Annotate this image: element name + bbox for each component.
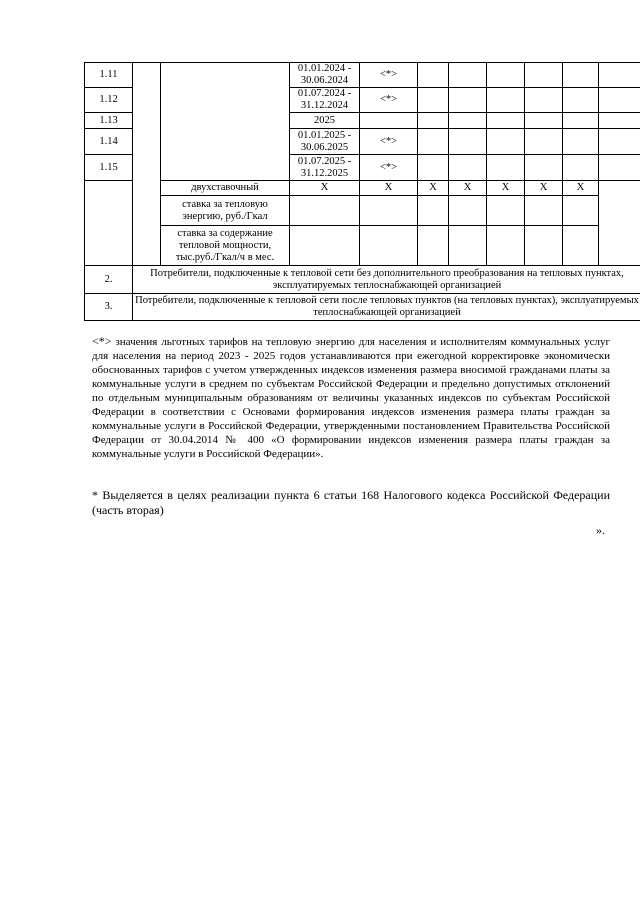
row-number: 1.12	[85, 88, 133, 113]
row-number: 2.	[85, 266, 133, 294]
x-mark: X	[563, 181, 599, 196]
x-mark: X	[525, 181, 563, 196]
row-number: 1.11	[85, 63, 133, 88]
period-cell: 01.07.2024 - 31.12.2024	[290, 88, 360, 113]
energy-rate-label: ставка за тепловую энергию, руб./Гкал	[161, 196, 290, 226]
row-number: 1.13	[85, 113, 133, 129]
x-mark: X	[449, 181, 487, 196]
table-row	[85, 196, 640, 226]
x-mark: X	[290, 181, 360, 196]
row-number: 1.14	[85, 129, 133, 155]
period-cell: 2025	[290, 113, 360, 129]
table-row	[85, 181, 640, 196]
row-number: 1.15	[85, 155, 133, 181]
period-cell: 01.07.2025 - 31.12.2025	[290, 155, 360, 181]
period-cell: 01.01.2025 - 30.06.2025	[290, 129, 360, 155]
capacity-rate-label: ставка за содержание тепловой мощности, тыс.руб./Гкал/ч в мес.	[161, 226, 290, 266]
tariff-table	[84, 62, 640, 321]
merged-cell	[85, 181, 133, 266]
note-mark: <*>	[92, 334, 112, 348]
note-text: значения льготных тарифов на тепловую энергию для населения и исполнителям коммунальных услуг для населения на период 2023 - 2025 годов устанавливаются при ежегодной корректировке экономически обоснованных тарифов с учетом утвержденных индексов изменения размера вносимой гражданами платы за коммунальные услуги в среднем по субъектам Российской Федерации и предельно допустимых отклонений по отдельным муниципальным образованиям от величины указанных индексов по субъектам Российской Федерации в соответствии с Основами формирования индексов изменения размера платы граждан за коммунальные услуги в Российской Федерации, утвержденными постановлением Правительства Российской Федерации от 30.04.2014 № 400 «О формировании индексов изменения размера платы граждан за коммунальные услуги в Российской Федерации».	[92, 336, 610, 460]
closing-quote: ».	[596, 523, 605, 537]
tax-footnote: * Выделяется в целях реализации пункта 6 статьи 168 Налогового кодекса Российской Федерации (часть вторая)	[92, 488, 610, 517]
consumer-category: Потребители, подключенные к тепловой сети после тепловых пунктов (на тепловых пунктах), эксплуатируемых теплоснабжающей организацией	[133, 294, 640, 321]
table-row	[85, 63, 640, 88]
tariff-note	[92, 334, 610, 461]
two-part-label: двухставочный	[161, 181, 290, 196]
footnote-mark: <*>	[360, 88, 418, 113]
footnote-mark: <*>	[360, 63, 418, 88]
table-row	[85, 294, 640, 321]
period-cell: 01.01.2024 - 30.06.2024	[290, 63, 360, 88]
x-mark: X	[360, 181, 418, 196]
footnote-mark: <*>	[360, 129, 418, 155]
x-mark: X	[487, 181, 525, 196]
consumer-category: Потребители, подключенные к тепловой сети без дополнительного преобразования на тепловых пунктах, эксплуатируемых теплоснабжающей организацией	[133, 266, 640, 294]
x-mark: X	[418, 181, 449, 196]
footnote-mark: <*>	[360, 155, 418, 181]
merged-cell	[133, 63, 161, 266]
table-row	[85, 226, 640, 266]
row-number: 3.	[85, 294, 133, 321]
merged-cell	[161, 63, 290, 181]
table-row	[85, 266, 640, 294]
